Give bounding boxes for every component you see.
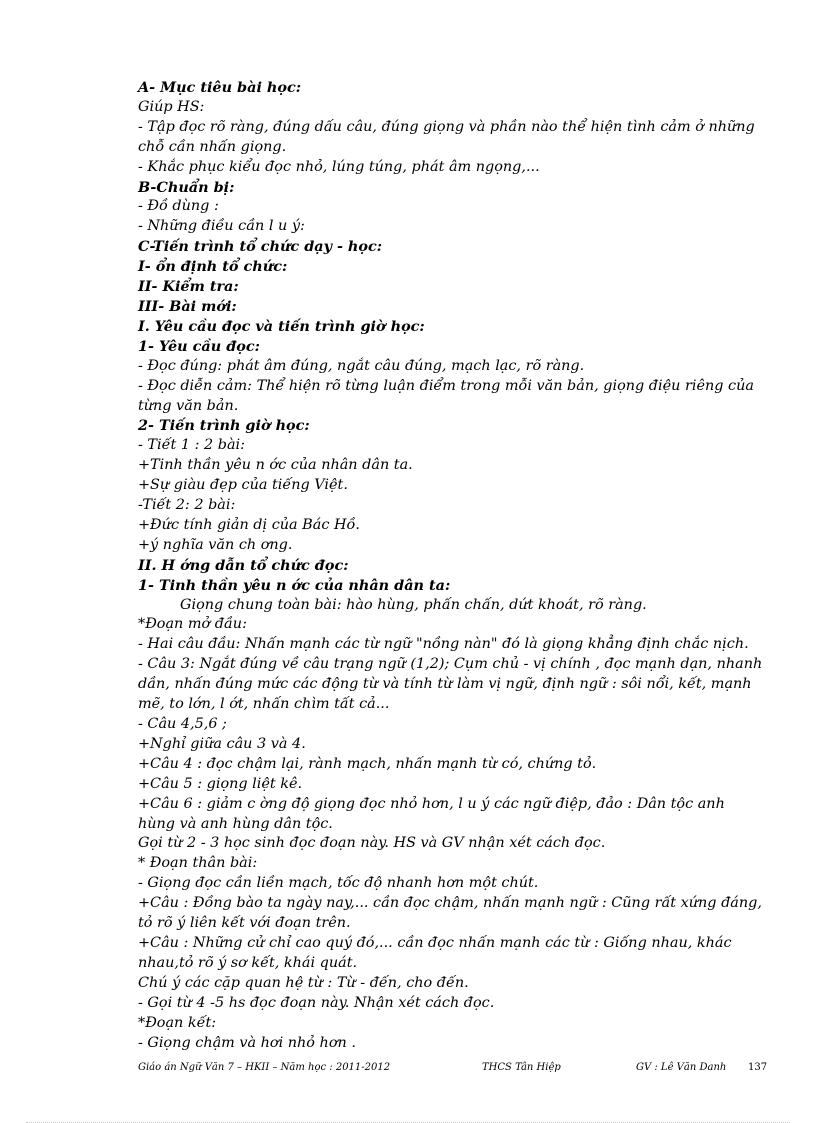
footer-school: THCS Tân Hiệp [482, 1062, 561, 1073]
text-line: từng văn bản. [138, 397, 239, 414]
text-line: Giúp HS: [138, 98, 205, 115]
text-line: +ý nghĩa văn ch ơng. [138, 536, 293, 553]
text-line: *Đoạn kết: [138, 1014, 217, 1031]
text-line: Giọng chung toàn bài: hào hùng, phấn chấn, dứt khoát, rõ ràng. [180, 596, 647, 613]
text-line: +Câu 5 : giọng liệt kê. [138, 775, 303, 792]
text-line: +Câu 4 : đọc chậm lại, rành mạch, nhấn mạnh từ có, chứng tỏ. [138, 755, 597, 772]
text-line: +Sự giàu đẹp của tiếng Việt. [138, 477, 348, 494]
text-line: chỗ cần nhấn giọng. [138, 138, 287, 155]
section-heading: 1- Yêu cầu đọc: [138, 337, 260, 355]
text-line: - Những điều cần l u ý: [138, 218, 305, 235]
text-line: - Đồ dùng : [138, 198, 219, 215]
text-line: - Câu 4,5,6 ; [138, 716, 227, 732]
text-line: nhau,tỏ rõ ý sơ kết, khái quát. [138, 954, 358, 971]
text-line: - Tiết 1 : 2 bài: [138, 437, 245, 454]
text-line: -Tiết 2: 2 bài: [138, 497, 236, 514]
text-line: +Nghỉ giữa câu 3 và 4. [138, 735, 306, 752]
text-line: +Câu : Những cử chỉ cao quý đó,... cần đọc nhấn mạnh các từ : Giống nhau, khác [138, 934, 732, 951]
section-heading: C-Tiến trình tổ chức dạy - học: [138, 238, 383, 256]
text-line: * Đoạn thân bài: [138, 855, 258, 872]
section-heading: 2- Tiến trình giờ học: [138, 417, 310, 435]
section-heading: II- Kiểm tra: [138, 278, 239, 296]
text-line: mẽ, to lớn, l ớt, nhấn chìm tất cả... [138, 696, 390, 713]
text-line: dần, nhấn đúng mức các động từ và tính từ làm vị ngữ, định ngữ : sôi nổi, kết, mạnh [138, 676, 752, 693]
text-line: - Hai câu đầu: Nhấn mạnh các từ ngữ "nồng nàn" đó là giọng khẳng định chắc nịch. [138, 636, 749, 653]
section-heading: II. H ớng dẫn tổ chức đọc: [138, 556, 349, 574]
section-heading: B-Chuẩn bị: [138, 178, 235, 196]
text-line: *Đoạn mở đầu: [138, 616, 247, 633]
page-footer [138, 1062, 768, 1078]
footer-course-info: Giáo án Ngữ Văn 7 – HKII – Năm học : 2011-2012 [138, 1062, 391, 1073]
text-line: +Câu : Đồng bào ta ngày nay,... cần đọc chậm, nhấn mạnh ngữ : Cũng rất xứng đáng, [138, 895, 762, 912]
text-line: - Gọi từ 4 -5 hs đọc đoạn này. Nhận xét cách đọc. [138, 994, 495, 1011]
text-line: - Đọc đúng: phát âm đúng, ngắt câu đúng, mạch lạc, rõ ràng. [138, 357, 585, 374]
text-line: +Câu 6 : giảm c ờng độ giọng đọc nhỏ hơn, l u ý các ngữ điệp, đảo : Dân tộc anh [138, 795, 725, 812]
text-line: - Tập đọc rõ ràng, đúng dấu câu, đúng giọng và phần nào thể hiện tình cảm ở những [138, 118, 755, 135]
section-heading: I- ổn định tổ chức: [138, 258, 288, 276]
text-line: +Tinh thần yêu n ớc của nhân dân ta. [138, 457, 413, 474]
section-heading: III- Bài mới: [138, 297, 237, 315]
text-line: tỏ rõ ý liên kết với đoạn trên. [138, 915, 351, 932]
text-line: - Khắc phục kiểu đọc nhỏ, lúng túng, phát âm ngọng,... [138, 158, 540, 175]
footer-teacher: GV : Lê Văn Danh [636, 1062, 727, 1073]
section-heading: I. Yêu cầu đọc và tiến trình giờ học: [138, 317, 425, 335]
text-line: - Đọc diễn cảm: Thể hiện rõ từng luận điểm trong mỗi văn bản, giọng điệu riêng của [138, 377, 754, 394]
document-body [138, 78, 768, 1053]
section-heading: A- Mục tiêu bài học: [138, 79, 302, 96]
text-line: +Đức tính giản dị của Bác Hồ. [138, 516, 360, 533]
text-line: hùng và anh hùng dân tộc. [138, 815, 333, 832]
text-line: - Câu 3: Ngắt đúng về câu trạng ngữ (1,2); Cụm chủ - vị chính , đọc mạnh dạn, nhanh [138, 656, 763, 673]
text-line: Gọi từ 2 - 3 học sinh đọc đoạn này. HS và GV nhận xét cách đọc. [138, 835, 606, 852]
text-line: - Giọng chậm và hơi nhỏ hơn . [138, 1034, 356, 1051]
text-line: - Giọng đọc cần liền mạch, tốc độ nhanh hơn một chút. [138, 875, 539, 892]
text-line: Chú ý các cặp quan hệ từ : Từ - đến, cho đến. [138, 974, 469, 991]
page-number: 137 [748, 1062, 768, 1073]
section-heading: 1- Tinh thần yêu n ớc của nhân dân ta: [138, 576, 451, 594]
